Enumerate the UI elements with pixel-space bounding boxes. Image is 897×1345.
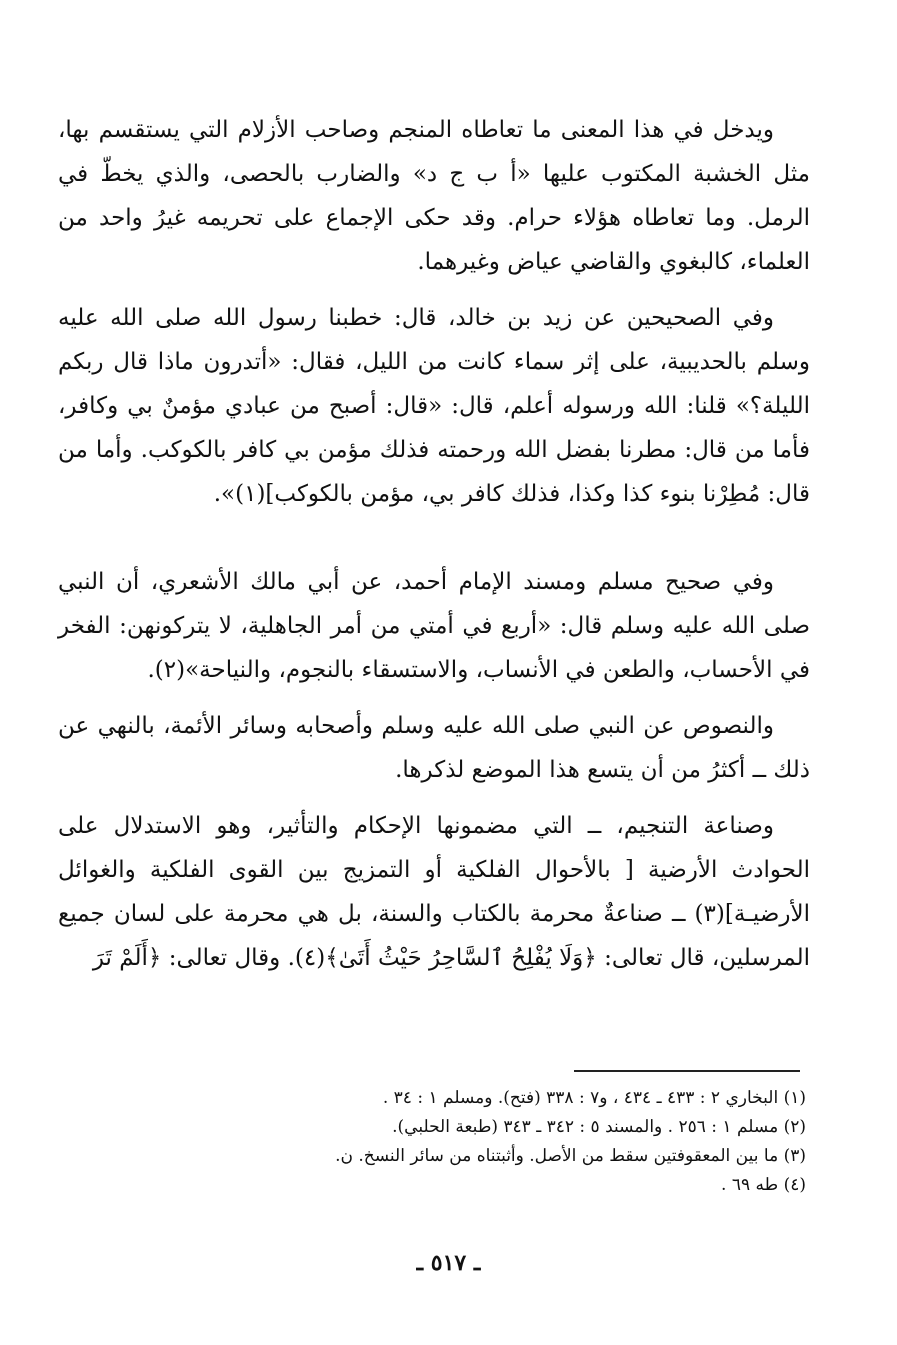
footnote-separator [574,1070,800,1072]
paragraph-1: ويدخل في هذا المعنى ما تعاطاه المنجم وصاحب الأزلام التي يستقسم بها، مثل الخشبة المكتوب عليها «أ ب ج د» والضارب بالحصى، والذي يخطّ في الرمل. وما تعاطاه هؤلاء حرام. وقد حكى الإجماع على تحريمه غيرُ واحد من العلماء، كالبغوي والقاضي عياض وغيرهما. [58,117,810,275]
main-text [58,108,810,980]
footnotes [200,1084,806,1200]
paragraph-4: والنصوص عن النبي صلى الله عليه وسلم وأصحابه وسائر الأئمة، بالنهي عن ذلك ــ أكثرُ من أن يتسع هذا الموضع لذكرها. [58,713,810,783]
footnote-4: (٤) طه ٦٩ . [721,1175,806,1195]
page-number: ـ ٥١٧ ـ [416,1250,481,1276]
paragraph-2: وفي الصحيحين عن زيد بن خالد، قال: خطبنا رسول الله صلى الله عليه وسلم بالحديبية، على إثر سماء كانت من الليل، فقال: «أتدرون ماذا قال ربكم الليلة؟» قلنا: الله ورسوله أعلم، قال: «قال: أصبح من عبادي مؤمنٌ بي وكافر، فأما من قال: مطرنا بفضل الله ورحمته فذلك مؤمن بي كافر بالكوكب. وأما من قال: مُطِرْنا بنوء كذا وكذا، فذلك كافر بي، مؤمن بالكوكب](١)». [58,305,810,507]
footnote-3: (٣) ما بين المعقوفتين سقط من الأصل. وأثبتناه من سائر النسخ. ن. [335,1146,806,1166]
paragraph-3: وفي صحيح مسلم ومسند الإمام أحمد، عن أبي مالك الأشعري، أن النبي صلى الله عليه وسلم قال: «أربع في أمتي من أمر الجاهلية، لا يتركونهن: الفخر في الأحساب، والطعن في الأنساب، والاستسقاء بالنجوم، والنياحة»(٢). [58,569,811,683]
footnote-1: (١) البخاري ٢ : ٤٣٣ ـ ٤٣٤ ، و٧ : ٣٣٨ (فتح). ومسلم ١ : ٣٤ . [382,1088,806,1108]
footnote-2: (٢) مسلم ١ : ٢٥٦ . والمسند ٥ : ٣٤٢ ـ ٣٤٣ (طبعة الحلبي). [392,1117,806,1137]
paragraph-5: وصناعة التنجيم، ــ التي مضمونها الإحكام والتأثير، وهو الاستدلال على الحوادث الأرضية [ بالأحوال الفلكية أو التمزيج بين القوى الفلكية والغوائل الأرضيـة](٣) ــ صناعةٌ محرمة بالكتاب والسنة، بل هي محرمة على لسان جميع المرسلين، قال تعالى: ﴿وَلَا يُفْلِحُ ٱلسَّاحِرُ حَيْثُ أَتَىٰ﴾(٤). وقال تعالى: ﴿أَلَمْ تَرَ [58,813,810,971]
